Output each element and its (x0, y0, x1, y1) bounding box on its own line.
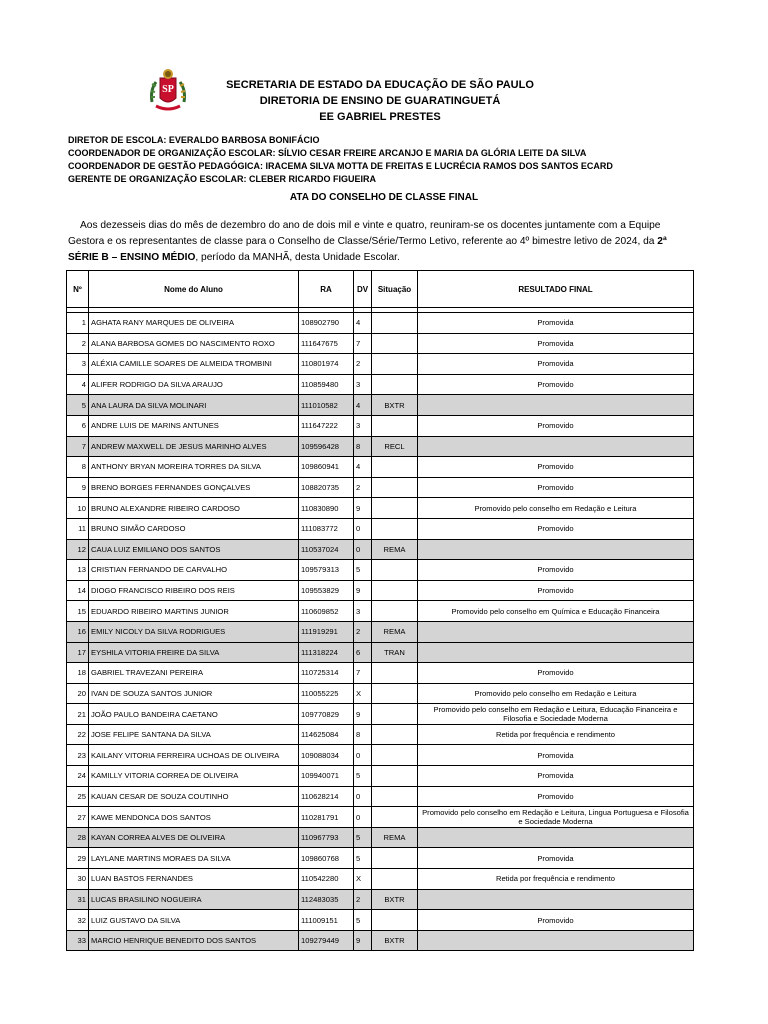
cell-dv: 4 (354, 395, 372, 416)
cell-student-name: EDUARDO RIBEIRO MARTINS JUNIOR (89, 601, 299, 622)
cell-resultado: Promovido (418, 374, 694, 395)
svg-text:SP: SP (162, 84, 174, 95)
table-row (67, 663, 694, 684)
cell-dv: 5 (354, 910, 372, 931)
cell-num: 16 (67, 621, 89, 642)
cell-situacao (372, 910, 418, 931)
cell-resultado (418, 436, 694, 457)
cell-num: 25 (67, 786, 89, 807)
cell-dv: 0 (354, 518, 372, 539)
table-row (67, 601, 694, 622)
cell-student-name: CRISTIAN FERNANDO DE CARVALHO (89, 560, 299, 581)
cell-resultado (418, 621, 694, 642)
cell-ra: 110281791 (299, 807, 354, 828)
cell-num: 6 (67, 415, 89, 436)
cell-situacao (372, 313, 418, 334)
cell-situacao (372, 477, 418, 498)
cell-ra: 109579313 (299, 560, 354, 581)
table-row (67, 395, 694, 416)
cell-dv: 0 (354, 807, 372, 828)
table-row (67, 621, 694, 642)
table-row (67, 374, 694, 395)
cell-student-name: CAUA LUIZ EMILIANO DOS SANTOS (89, 539, 299, 560)
cell-resultado: Promovido pelo conselho em Redação e Leitura (418, 683, 694, 704)
cell-student-name: MARCIO HENRIQUE BENEDITO DOS SANTOS (89, 930, 299, 951)
cell-ra: 110055225 (299, 683, 354, 704)
table-row (67, 766, 694, 787)
cell-student-name: DIOGO FRANCISCO RIBEIRO DOS REIS (89, 580, 299, 601)
cell-situacao: REMA (372, 827, 418, 848)
cell-ra: 111083772 (299, 518, 354, 539)
cell-student-name: LUAN BASTOS FERNANDES (89, 869, 299, 890)
cell-dv: X (354, 683, 372, 704)
cell-num: 2 (67, 333, 89, 354)
cell-resultado: Promovido pelo conselho em Redação e Leitura, Educação Financeira e Filosofia e Sociedade Moderna (418, 704, 694, 725)
header-situacao: Situação (372, 271, 418, 308)
cell-num: 20 (67, 683, 89, 704)
cell-student-name: KAILANY VITORIA FERREIRA UCHOAS DE OLIVEIRA (89, 745, 299, 766)
cell-resultado: Promovido (418, 518, 694, 539)
intro-text-2: , período da MANHÃ, desta Unidade Escolar. (195, 252, 400, 263)
cell-student-name: ANDRE LUIS DE MARINS ANTUNES (89, 415, 299, 436)
cell-dv: 2 (354, 354, 372, 375)
cell-resultado: Promovido (418, 560, 694, 581)
cell-situacao: REMA (372, 539, 418, 560)
cell-resultado: Promovida (418, 848, 694, 869)
cell-dv: 2 (354, 477, 372, 498)
header-diretoria: DIRETORIA DE ENSINO DE GUARATINGUETÁ (259, 95, 501, 107)
cell-resultado: Promovido (418, 477, 694, 498)
cell-ra: 110967793 (299, 827, 354, 848)
cell-situacao (372, 807, 418, 828)
table-row (67, 518, 694, 539)
cell-dv: 8 (354, 436, 372, 457)
cell-resultado: Promovido (418, 910, 694, 931)
cell-situacao: BXTR (372, 930, 418, 951)
cell-student-name: IVAN DE SOUZA SANTOS JUNIOR (89, 683, 299, 704)
cell-resultado: Promovido pelo conselho em Química e Educação Financeira (418, 601, 694, 622)
table-row (67, 930, 694, 951)
intro-paragraph (68, 218, 690, 266)
cell-dv: 2 (354, 889, 372, 910)
cell-resultado: Promovida (418, 313, 694, 334)
cell-num: 14 (67, 580, 89, 601)
cell-dv: 7 (354, 663, 372, 684)
cell-resultado: Promovida (418, 354, 694, 375)
table-row (67, 807, 694, 828)
cell-dv: 0 (354, 786, 372, 807)
cell-num: 9 (67, 477, 89, 498)
cell-situacao (372, 374, 418, 395)
table-row (67, 313, 694, 334)
cell-num: 23 (67, 745, 89, 766)
intro-class: 2ª SÉRIE B – ENSINO MÉDIO (68, 236, 667, 263)
cell-num: 4 (67, 374, 89, 395)
staff-list (68, 134, 708, 186)
cell-ra: 110537024 (299, 539, 354, 560)
cell-resultado: Promovido (418, 786, 694, 807)
cell-situacao: REMA (372, 621, 418, 642)
header-school: EE GABRIEL PRESTES (319, 111, 441, 123)
cell-situacao (372, 683, 418, 704)
cell-resultado (418, 889, 694, 910)
cell-dv: 3 (354, 415, 372, 436)
cell-student-name: BRUNO ALEXANDRE RIBEIRO CARDOSO (89, 498, 299, 519)
cell-student-name: EMILY NICOLY DA SILVA RODRIGUES (89, 621, 299, 642)
table-row (67, 786, 694, 807)
cell-ra: 110609852 (299, 601, 354, 622)
cell-student-name: AGHATA RANY MARQUES DE OLIVEIRA (89, 313, 299, 334)
table-row (67, 333, 694, 354)
cell-situacao (372, 580, 418, 601)
cell-ra: 108902790 (299, 313, 354, 334)
cell-student-name: ANA LAURA DA SILVA MOLINARI (89, 395, 299, 416)
header-resultado: RESULTADO FINAL (418, 271, 694, 308)
cell-num: 10 (67, 498, 89, 519)
cell-resultado: Retida por frequência e rendimento (418, 724, 694, 745)
cell-situacao: BXTR (372, 889, 418, 910)
table-row (67, 910, 694, 931)
cell-dv: 9 (354, 498, 372, 519)
cell-num: 17 (67, 642, 89, 663)
cell-num: 30 (67, 869, 89, 890)
cell-situacao (372, 518, 418, 539)
cell-num: 18 (67, 663, 89, 684)
cell-dv: 0 (354, 745, 372, 766)
cell-ra: 109088034 (299, 745, 354, 766)
cell-num: 12 (67, 539, 89, 560)
cell-student-name: BRENO BORGES FERNANDES GONÇALVES (89, 477, 299, 498)
cell-situacao: TRAN (372, 642, 418, 663)
table-row (67, 354, 694, 375)
cell-student-name: ALIFER RODRIGO DA SILVA ARAUJO (89, 374, 299, 395)
cell-num: 21 (67, 704, 89, 725)
cell-situacao (372, 457, 418, 478)
header-dv: DV (354, 271, 372, 308)
cell-resultado: Promovida (418, 333, 694, 354)
cell-situacao (372, 354, 418, 375)
cell-resultado (418, 827, 694, 848)
table-row (67, 457, 694, 478)
cell-ra: 109596428 (299, 436, 354, 457)
cell-situacao (372, 498, 418, 519)
header-secretaria: SECRETARIA DE ESTADO DA EDUCAÇÃO DE SÃO PAULO (226, 79, 534, 91)
cell-ra: 110801974 (299, 354, 354, 375)
cell-ra: 110859480 (299, 374, 354, 395)
cell-situacao (372, 560, 418, 581)
cell-ra: 108820735 (299, 477, 354, 498)
cell-dv: 3 (354, 374, 372, 395)
cell-student-name: KAMILLY VITORIA CORREA DE OLIVEIRA (89, 766, 299, 787)
cell-dv: 8 (354, 724, 372, 745)
cell-ra: 112483035 (299, 889, 354, 910)
cell-situacao (372, 766, 418, 787)
cell-ra: 109860941 (299, 457, 354, 478)
table-row (67, 498, 694, 519)
cell-ra: 110830890 (299, 498, 354, 519)
cell-resultado: Promovido (418, 457, 694, 478)
cell-situacao (372, 745, 418, 766)
cell-resultado: Promovido (418, 415, 694, 436)
student-results-table (66, 270, 694, 951)
cell-ra: 109279449 (299, 930, 354, 951)
cell-situacao (372, 704, 418, 725)
cell-ra: 109770829 (299, 704, 354, 725)
cell-student-name: ANTHONY BRYAN MOREIRA TORRES DA SILVA (89, 457, 299, 478)
table-row (67, 683, 694, 704)
cell-resultado: Promovido (418, 580, 694, 601)
cell-situacao (372, 415, 418, 436)
cell-student-name: ANDREW MAXWELL DE JESUS MARINHO ALVES (89, 436, 299, 457)
cell-resultado (418, 930, 694, 951)
staff-director: DIRETOR DE ESCOLA: EVERALDO BARBOSA BONIFÁCIO (68, 135, 320, 145)
cell-dv: 9 (354, 930, 372, 951)
cell-student-name: KAYAN CORREA ALVES DE OLIVEIRA (89, 827, 299, 848)
cell-num: 13 (67, 560, 89, 581)
cell-dv: 3 (354, 601, 372, 622)
cell-dv: 7 (354, 333, 372, 354)
cell-dv: 9 (354, 580, 372, 601)
cell-dv: 4 (354, 457, 372, 478)
table-row (67, 415, 694, 436)
cell-num: 8 (67, 457, 89, 478)
table-row (67, 560, 694, 581)
cell-student-name: LAYLANE MARTINS MORAES DA SILVA (89, 848, 299, 869)
cell-ra: 111647222 (299, 415, 354, 436)
document-header (200, 77, 560, 125)
cell-resultado (418, 395, 694, 416)
cell-num: 24 (67, 766, 89, 787)
cell-ra: 110628214 (299, 786, 354, 807)
header-ra: RA (299, 271, 354, 308)
cell-resultado: Retida por frequência e rendimento (418, 869, 694, 890)
ata-title: ATA DO CONSELHO DE CLASSE FINAL (289, 192, 479, 203)
cell-student-name: GABRIEL TRAVEZANI PEREIRA (89, 663, 299, 684)
table-row (67, 745, 694, 766)
cell-resultado: Promovido pelo conselho em Redação e Leitura, Lingua Portuguesa e Filosofia e Sociedade Moderna (418, 807, 694, 828)
cell-num: 32 (67, 910, 89, 931)
cell-situacao (372, 724, 418, 745)
table-row (67, 889, 694, 910)
cell-num: 5 (67, 395, 89, 416)
header-num: Nº (67, 271, 89, 308)
cell-situacao (372, 601, 418, 622)
cell-dv: 5 (354, 560, 372, 581)
cell-dv: 6 (354, 642, 372, 663)
cell-situacao: RECL (372, 436, 418, 457)
sp-coat-of-arms-icon (146, 66, 190, 114)
table-row (67, 539, 694, 560)
staff-coord-org: COORDENADOR DE ORGANIZAÇÃO ESCOLAR: SÍLVIO CESAR FREIRE ARCANJO E MARIA DA GLÓRIA LEITE DA SILVA (68, 148, 587, 158)
cell-ra: 114625084 (299, 724, 354, 745)
table-row (67, 642, 694, 663)
cell-student-name: LUIZ GUSTAVO DA SILVA (89, 910, 299, 931)
table-row (67, 580, 694, 601)
cell-situacao: BXTR (372, 395, 418, 416)
cell-dv: 9 (354, 704, 372, 725)
cell-student-name: ALANA BARBOSA GOMES DO NASCIMENTO ROXO (89, 333, 299, 354)
cell-resultado: Promovido pelo conselho em Redação e Leitura (418, 498, 694, 519)
cell-num: 27 (67, 807, 89, 828)
cell-resultado: Promovida (418, 745, 694, 766)
cell-ra: 109940071 (299, 766, 354, 787)
cell-resultado: Promovida (418, 766, 694, 787)
intro-text-1: Aos dezesseis dias do mês de dezembro do ano de dois mil e vinte e quatro, reuniram-se os docentes juntamente com a Equipe Gestora e os representantes de classe para o Conselho de Classe/Série/Termo Letivo, referente ao 4º bimestre letivo de 2024, da (68, 220, 661, 247)
cell-ra: 111010582 (299, 395, 354, 416)
cell-ra: 111318224 (299, 642, 354, 663)
cell-ra: 111919291 (299, 621, 354, 642)
cell-dv: 2 (354, 621, 372, 642)
table-row (67, 827, 694, 848)
cell-student-name: BRUNO SIMÃO CARDOSO (89, 518, 299, 539)
cell-num: 3 (67, 354, 89, 375)
staff-coord-ped: COORDENADOR DE GESTÃO PEDAGÓGICA: IRACEMA SILVA MOTTA DE FREITAS E LUCRÉCIA RAMOS DOS SANTOS ECARD (68, 161, 613, 171)
cell-student-name: LUCAS BRASILINO NOGUEIRA (89, 889, 299, 910)
table-row (67, 704, 694, 725)
cell-num: 15 (67, 601, 89, 622)
cell-num: 11 (67, 518, 89, 539)
cell-num: 1 (67, 313, 89, 334)
cell-situacao (372, 663, 418, 684)
cell-ra: 110542280 (299, 869, 354, 890)
cell-dv: 5 (354, 827, 372, 848)
table-row (67, 869, 694, 890)
cell-ra: 111647675 (299, 333, 354, 354)
cell-situacao (372, 848, 418, 869)
cell-student-name: KAUAN CESAR DE SOUZA COUTINHO (89, 786, 299, 807)
cell-student-name: JOÃO PAULO BANDEIRA CAETANO (89, 704, 299, 725)
cell-student-name: ALÉXIA CAMILLE SOARES DE ALMEIDA TROMBINI (89, 354, 299, 375)
cell-resultado (418, 642, 694, 663)
cell-num: 31 (67, 889, 89, 910)
cell-ra: 109860768 (299, 848, 354, 869)
cell-ra: 109553829 (299, 580, 354, 601)
cell-situacao (372, 869, 418, 890)
cell-num: 28 (67, 827, 89, 848)
cell-ra: 110725314 (299, 663, 354, 684)
table-row (67, 848, 694, 869)
cell-resultado: Promovido (418, 663, 694, 684)
cell-dv: 5 (354, 848, 372, 869)
cell-student-name: JOSE FELIPE SANTANA DA SILVA (89, 724, 299, 745)
table-row (67, 477, 694, 498)
cell-num: 22 (67, 724, 89, 745)
cell-resultado (418, 539, 694, 560)
cell-situacao (372, 333, 418, 354)
cell-num: 7 (67, 436, 89, 457)
cell-dv: 4 (354, 313, 372, 334)
cell-dv: 0 (354, 539, 372, 560)
cell-ra: 111009151 (299, 910, 354, 931)
header-name: Nome do Aluno (89, 271, 299, 308)
cell-num: 33 (67, 930, 89, 951)
cell-student-name: KAWE MENDONCA DOS SANTOS (89, 807, 299, 828)
cell-num: 29 (67, 848, 89, 869)
cell-dv: 5 (354, 766, 372, 787)
cell-situacao (372, 786, 418, 807)
table-header-row (67, 271, 694, 308)
table-row (67, 436, 694, 457)
cell-dv: X (354, 869, 372, 890)
staff-manager: GERENTE DE ORGANIZAÇÃO ESCOLAR: CLEBER RICARDO FIGUEIRA (68, 174, 377, 184)
cell-student-name: EYSHILA VITORIA FREIRE DA SILVA (89, 642, 299, 663)
table-row (67, 724, 694, 745)
